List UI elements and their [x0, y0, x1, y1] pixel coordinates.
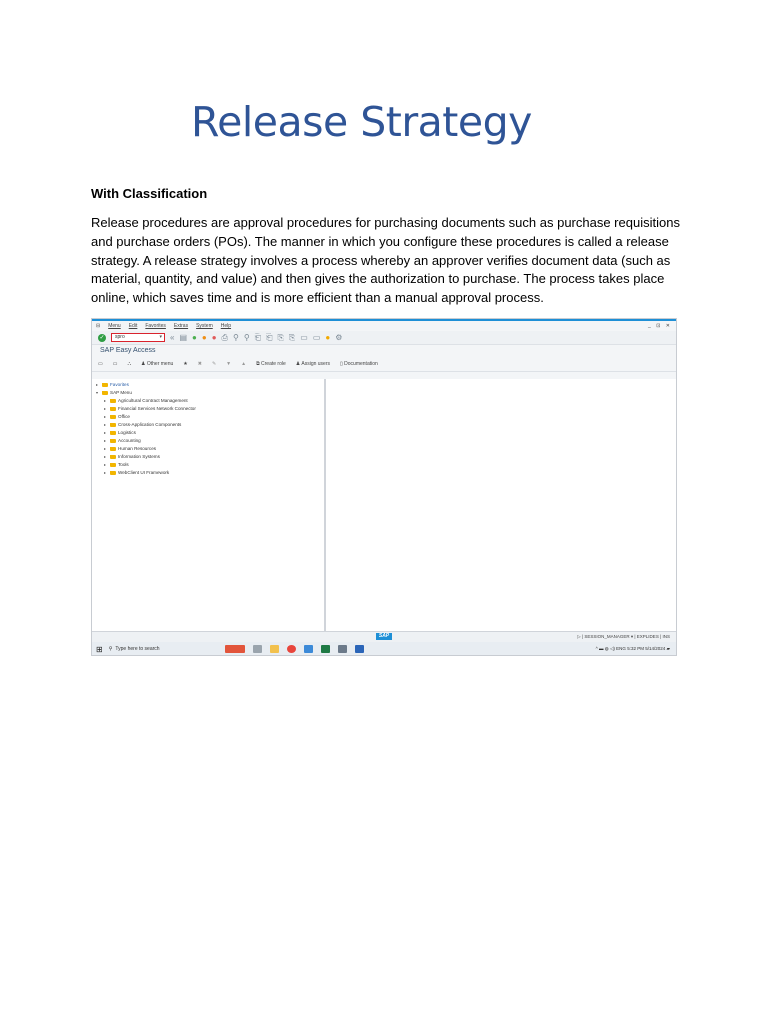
delete-favorite-icon[interactable]: ✖: [197, 361, 202, 367]
menu-tree: [92, 379, 326, 631]
tree-node[interactable]: [96, 429, 324, 437]
folder-icon: [110, 455, 116, 459]
menu-item-favorites[interactable]: Favorites: [145, 323, 166, 329]
tree-node[interactable]: [96, 397, 324, 405]
tree-node-label: Logistics: [118, 430, 136, 435]
expand-arrow-icon[interactable]: ▸: [104, 446, 107, 451]
tree-node-label: Agricultural Contract Management: [118, 398, 188, 403]
menu-item-edit[interactable]: Edit: [128, 323, 138, 329]
search-icon: ⚲: [108, 646, 113, 652]
notification-icon[interactable]: ▰: [666, 646, 670, 651]
body-paragraph: [91, 214, 680, 308]
paragraph-line: online, which saves time and is more efficient than a manual approval process.: [91, 290, 544, 306]
documentation-icon: ▯: [340, 361, 343, 367]
folder-icon: [110, 463, 116, 467]
change-favorite-icon[interactable]: ✎: [211, 361, 217, 367]
outlook-icon[interactable]: [355, 645, 364, 653]
print-icon[interactable]: ⎙: [221, 332, 228, 342]
sap-menu-icon[interactable]: ▭: [112, 361, 118, 367]
settings-icon[interactable]: ⚙: [335, 332, 343, 342]
move-up-icon[interactable]: ▲: [241, 361, 247, 367]
create-role-label: Create role: [261, 361, 286, 367]
help-icon[interactable]: ●: [325, 332, 331, 342]
last-page-icon[interactable]: ⎘: [288, 332, 296, 342]
menu-item-extras[interactable]: Extras: [173, 323, 189, 329]
tree-node[interactable]: [96, 405, 324, 413]
expand-arrow-icon[interactable]: ▸: [104, 430, 107, 435]
tree-node-label: Accounting: [118, 438, 141, 443]
folder-icon: [110, 439, 116, 443]
user-icon: ♟: [140, 361, 146, 367]
tree-node[interactable]: [96, 437, 324, 445]
save-icon[interactable]: ▤: [179, 332, 188, 342]
tree-node-label: Financial Services Network Connector: [118, 406, 196, 411]
assign-users-button[interactable]: [296, 361, 330, 367]
menu-item-system[interactable]: System: [196, 323, 213, 329]
move-down-icon[interactable]: ▼: [226, 361, 232, 367]
tree-node-sap-menu[interactable]: [96, 389, 324, 397]
windows-start-icon[interactable]: ⊞: [96, 644, 103, 654]
command-field[interactable]: spro ▾: [111, 333, 165, 342]
tree-node[interactable]: [96, 469, 324, 477]
tree-node[interactable]: [96, 453, 324, 461]
screen-title: SAP Easy Access: [100, 347, 156, 354]
tree-node[interactable]: [96, 413, 324, 421]
app-icon-sap-logon[interactable]: [304, 645, 313, 653]
create-role-icon: ⧉: [256, 361, 260, 367]
language-indicator: ENG: [616, 646, 626, 651]
menu-item-help[interactable]: Help: [220, 323, 232, 329]
assign-users-label: Assign users: [301, 361, 330, 367]
tree-node-label: Office: [118, 414, 130, 419]
tree-node[interactable]: [96, 421, 324, 429]
folder-icon: [102, 383, 108, 387]
windows-taskbar: [92, 642, 676, 656]
double-left-arrow-icon[interactable]: «: [170, 332, 175, 342]
folder-icon: [110, 407, 116, 411]
tree-node-label: Favorites: [110, 382, 129, 387]
expand-arrow-icon[interactable]: ▸: [104, 462, 107, 467]
add-favorite-icon[interactable]: ★: [183, 361, 188, 367]
content-pane: [326, 379, 676, 631]
folder-icon: [110, 423, 116, 427]
sap-logo: SAP: [376, 633, 392, 640]
sap-screenshot: [91, 318, 677, 656]
first-page-icon[interactable]: ⎗: [254, 332, 262, 342]
assign-users-icon: ♟: [295, 361, 301, 367]
tree-node[interactable]: [96, 445, 324, 453]
sap-system-toolbar: [92, 331, 676, 345]
document-title: Release Strategy: [191, 98, 532, 146]
enter-check-icon[interactable]: ✓: [99, 334, 105, 341]
app-icon-pen[interactable]: [338, 645, 347, 653]
documentation-button[interactable]: [340, 361, 378, 367]
expand-arrow-icon[interactable]: ▸: [104, 414, 107, 419]
next-page-icon[interactable]: ⎘: [277, 332, 284, 342]
window-icon: ⊟: [96, 323, 101, 329]
create-role-button[interactable]: [256, 361, 286, 367]
tree-node-label: Cross-Application Components: [118, 422, 182, 427]
sap-menu-bar: [92, 321, 676, 331]
new-session-icon[interactable]: ▭: [300, 332, 308, 342]
folder-icon: [110, 415, 116, 419]
chrome-icon[interactable]: [287, 645, 296, 653]
taskbar-search[interactable]: [109, 646, 209, 652]
file-explorer-icon[interactable]: [270, 645, 279, 653]
expand-arrow-icon[interactable]: ▸: [104, 438, 107, 443]
cancel-icon[interactable]: ●: [211, 332, 217, 342]
folder-icon: [110, 447, 116, 451]
expand-arrow-icon[interactable]: ▸: [104, 454, 107, 459]
session-info[interactable]: ▷ | SESSION_MANAGER ▾ | EXPLIDES | INS: [577, 634, 670, 639]
section-subheading: With Classification: [91, 186, 208, 201]
collapse-arrow-icon[interactable]: ▾: [96, 390, 99, 395]
clock-date: 5/14/2024: [645, 646, 666, 651]
tree-node-label: SAP Menu: [110, 390, 132, 395]
expand-arrow-icon[interactable]: ▸: [104, 398, 107, 403]
tree-node[interactable]: [96, 461, 324, 469]
tree-node-label: Tools: [118, 462, 129, 467]
search-placeholder: Type here to search: [115, 646, 160, 652]
user-menu-icon[interactable]: ▭: [98, 361, 103, 367]
folder-icon: [110, 471, 116, 475]
expand-arrow-icon[interactable]: ▸: [96, 382, 99, 387]
documentation-label: Documentation: [344, 361, 378, 367]
tree-node-label: Information Systems: [118, 454, 160, 459]
clock-time: 5:32 PM: [627, 646, 644, 651]
paragraph-line: strategy. A release strategy involves a process whereby an approver verifies document data (such as: [91, 252, 671, 268]
tree-node-label: WebClient UI Framework: [118, 470, 170, 475]
tree-node-favorites[interactable]: [96, 381, 324, 389]
paragraph-line: material, quantity, and value) and then gives the authorization to purchase. The process takes place: [91, 271, 665, 287]
expand-arrow-icon[interactable]: ▸: [104, 422, 107, 427]
sap-main-area: [92, 379, 676, 631]
tree-node-label: Human Resources: [118, 446, 157, 451]
expand-arrow-icon[interactable]: ▸: [104, 470, 107, 475]
window-controls[interactable]: _ ⊡ ✕: [648, 323, 672, 329]
paragraph-line: Release procedures are approval procedures for purchasing documents such as purchase requisitions: [91, 215, 680, 230]
exit-icon[interactable]: ●: [201, 332, 207, 342]
other-menu-button[interactable]: [141, 361, 173, 367]
expand-arrow-icon[interactable]: ▸: [104, 406, 107, 411]
tray-icons: ^ ▬ ◍ ◁): [595, 646, 615, 651]
application-toolbar: [92, 357, 676, 372]
task-view-icon[interactable]: [253, 645, 262, 653]
hierarchy-icon[interactable]: ⛬: [127, 361, 131, 367]
paragraph-line: and purchase orders (POs). The manner in which you configure these procedures is called a release: [91, 233, 669, 249]
system-tray[interactable]: [596, 646, 670, 652]
folder-icon: [110, 399, 116, 403]
excel-icon[interactable]: [321, 645, 330, 653]
status-bar: [92, 631, 676, 642]
folder-icon: [102, 391, 108, 395]
app-icon-news[interactable]: [225, 645, 245, 653]
pinned-apps: [225, 645, 364, 653]
find-next-icon[interactable]: ⚲: [243, 332, 250, 342]
shortcut-icon[interactable]: ▭: [312, 332, 321, 342]
other-menu-label: Other menu: [146, 361, 174, 367]
find-icon[interactable]: ⚲: [232, 332, 239, 342]
menu-item-menu[interactable]: Menu: [108, 323, 121, 329]
folder-icon: [110, 431, 116, 435]
back-icon[interactable]: ●: [192, 332, 197, 342]
previous-page-icon[interactable]: ⎗: [266, 332, 273, 342]
